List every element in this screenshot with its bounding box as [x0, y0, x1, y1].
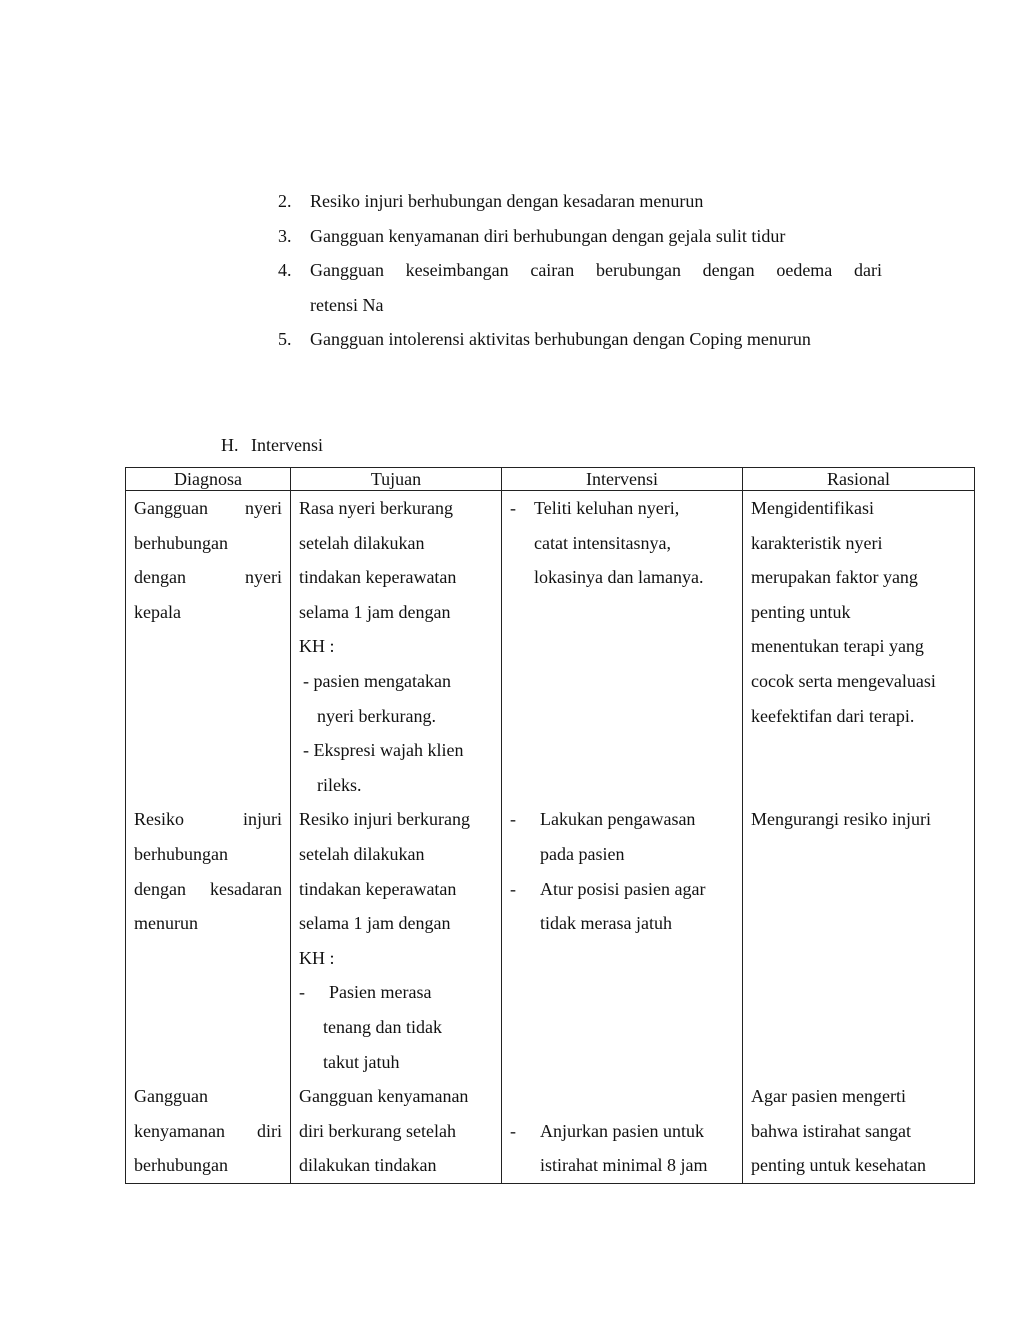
text-line: tindakan keperawatan: [299, 567, 457, 588]
bullet-line: [510, 491, 734, 526]
text-line: merupakan faktor yang: [751, 567, 918, 588]
bullet-continuation: lokasinya dan lamanya.: [534, 567, 704, 588]
word: cairan: [530, 260, 575, 281]
text-line: Resiko injuri berkurang: [299, 809, 470, 830]
header-tujuan: Tujuan: [291, 468, 502, 491]
header-rasional: Rasional: [743, 468, 975, 491]
word: oedema: [776, 260, 833, 281]
word: dengan: [134, 567, 186, 588]
header-diagnosa: Diagnosa: [126, 468, 291, 491]
list-item: [278, 184, 882, 219]
word: Resiko: [134, 809, 185, 830]
cell-diagnosa: [126, 802, 291, 1079]
blank-line: [510, 1079, 734, 1114]
bullet-text: Pasien merasa: [329, 982, 432, 1003]
text-line: diri berkurang setelah: [299, 1120, 456, 1141]
bullet-text: Ekspresi wajah klien: [313, 740, 464, 761]
bullet-dash: -: [303, 740, 309, 761]
bullet-text: Anjurkan pasien untuk: [540, 1120, 704, 1141]
bullet-dash: -: [510, 878, 516, 899]
table-row: [126, 491, 975, 803]
text-line: setelah dilakukan: [299, 532, 425, 553]
bullet-dash: -: [299, 982, 305, 1003]
cell-rasional: [743, 1079, 975, 1183]
text-line: KH :: [299, 947, 335, 968]
diagnosis-list: [278, 184, 882, 357]
text-line: menentukan terapi yang: [751, 636, 924, 657]
bullet-continuation: tidak merasa jatuh: [540, 913, 672, 934]
word: berubungan: [595, 260, 681, 281]
list-text-justified: [310, 253, 882, 288]
list-text: Gangguan kenyamanan diri berhubungan dengan gejala sulit tidur: [310, 225, 786, 246]
bullet-text: pasien mengatakan: [313, 670, 451, 691]
table-header-row: [126, 468, 975, 491]
text-line: setelah dilakukan: [299, 843, 425, 864]
text-line: Gangguan: [134, 1086, 208, 1107]
intervention-table: [125, 467, 975, 1184]
text-line: [134, 872, 282, 907]
text-line: Gangguan kenyamanan: [299, 1086, 469, 1107]
word: injuri: [243, 809, 282, 830]
text-line: Agar pasien mengerti: [751, 1086, 906, 1107]
bullet-continuation: nyeri berkurang.: [317, 705, 436, 726]
text-line: penting untuk: [751, 601, 851, 622]
bullet-text: Teliti keluhan nyeri,: [534, 498, 680, 518]
bullet-continuation: catat intensitasnya,: [534, 532, 671, 553]
bullet-dash: -: [510, 809, 516, 830]
word: Gangguan: [310, 260, 384, 281]
list-item: [278, 219, 882, 254]
bullet-continuation: istirahat minimal 8 jam: [540, 1155, 708, 1176]
cell-intervensi: [502, 491, 743, 803]
word: nyeri: [245, 567, 282, 588]
list-number: 5.: [278, 329, 292, 350]
cell-tujuan: [291, 802, 502, 1079]
text-line: kepala: [134, 601, 181, 622]
bullet-line: [510, 872, 734, 907]
list-number: 2.: [278, 191, 292, 211]
cell-tujuan: [291, 491, 502, 803]
bullet-text: Atur posisi pasien agar: [540, 878, 706, 899]
section-letter: H.: [221, 435, 239, 455]
cell-diagnosa: [126, 491, 291, 803]
word: kesadaran: [210, 878, 282, 899]
list-text-continuation: retensi Na: [310, 294, 384, 315]
text-line: berhubungan: [134, 1155, 228, 1176]
bullet-line: [299, 733, 493, 768]
text-line: dilakukan tindakan: [299, 1155, 437, 1176]
text-line: selama 1 jam dengan: [299, 913, 451, 934]
table-row: [126, 802, 975, 1079]
text-line: keefektifan dari terapi.: [751, 705, 915, 726]
word: dengan: [134, 878, 186, 899]
text-line: [134, 560, 282, 595]
cell-tujuan: [291, 1079, 502, 1183]
list-number: 3.: [278, 225, 292, 246]
list-item: [278, 253, 882, 322]
text-line: tindakan keperawatan: [299, 878, 457, 899]
list-text: Resiko injuri berhubungan dengan kesadaran menurun: [310, 191, 704, 211]
word: dari: [853, 260, 882, 281]
text-line: Rasa nyeri berkurang: [299, 498, 453, 518]
text-line: berhubungan: [134, 843, 228, 864]
word: nyeri: [245, 498, 282, 518]
list-item: [278, 322, 882, 357]
text-line: penting untuk kesehatan: [751, 1155, 926, 1176]
cell-intervensi: [502, 1079, 743, 1183]
text-line: [134, 802, 282, 837]
bullet-line: [510, 1114, 734, 1149]
bullet-continuation: pada pasien: [540, 843, 625, 864]
list-text-block: [310, 253, 882, 322]
table-row: [126, 1079, 975, 1183]
text-line: [134, 1114, 282, 1149]
cell-rasional: [743, 491, 975, 803]
bullet-dash: -: [303, 670, 309, 691]
bullet-line: [510, 802, 734, 837]
bullet-line: [299, 664, 493, 699]
list-text: Gangguan intolerensi aktivitas berhubungan dengan Coping menurun: [310, 329, 811, 350]
cell-diagnosa: [126, 1079, 291, 1183]
text-line: menurun: [134, 913, 198, 934]
section-heading: [221, 428, 323, 462]
list-number: 4.: [278, 260, 292, 281]
word: keseimbangan: [405, 260, 509, 281]
bullet-text: Lakukan pengawasan: [540, 809, 696, 830]
text-line: bahwa istirahat sangat: [751, 1120, 911, 1141]
header-intervensi: Intervensi: [502, 468, 743, 491]
cell-rasional: [743, 802, 975, 1079]
text-line: Mengidentifikasi: [751, 498, 874, 518]
cell-intervensi: [502, 802, 743, 1079]
bullet-continuation: takut jatuh: [323, 1051, 400, 1072]
section-title: Intervensi: [251, 435, 323, 455]
bullet-continuation: tenang dan tidak: [323, 1016, 442, 1037]
word: dengan: [702, 260, 755, 281]
bullet-line: [299, 975, 493, 1010]
text-line: cocok serta mengevaluasi: [751, 670, 936, 691]
text-line: berhubungan: [134, 532, 228, 553]
text-line: KH :: [299, 636, 335, 657]
text-line: [134, 491, 282, 526]
text-line: karakteristik nyeri: [751, 532, 883, 553]
word: kenyamanan: [134, 1120, 225, 1141]
text-line: Mengurangi resiko injuri: [751, 809, 931, 830]
bullet-dash: -: [510, 1120, 516, 1141]
bullet-dash: -: [510, 498, 516, 518]
word: diri: [257, 1120, 282, 1141]
text-line: selama 1 jam dengan: [299, 601, 451, 622]
word: Gangguan: [134, 498, 208, 518]
bullet-continuation: rileks.: [317, 774, 362, 795]
